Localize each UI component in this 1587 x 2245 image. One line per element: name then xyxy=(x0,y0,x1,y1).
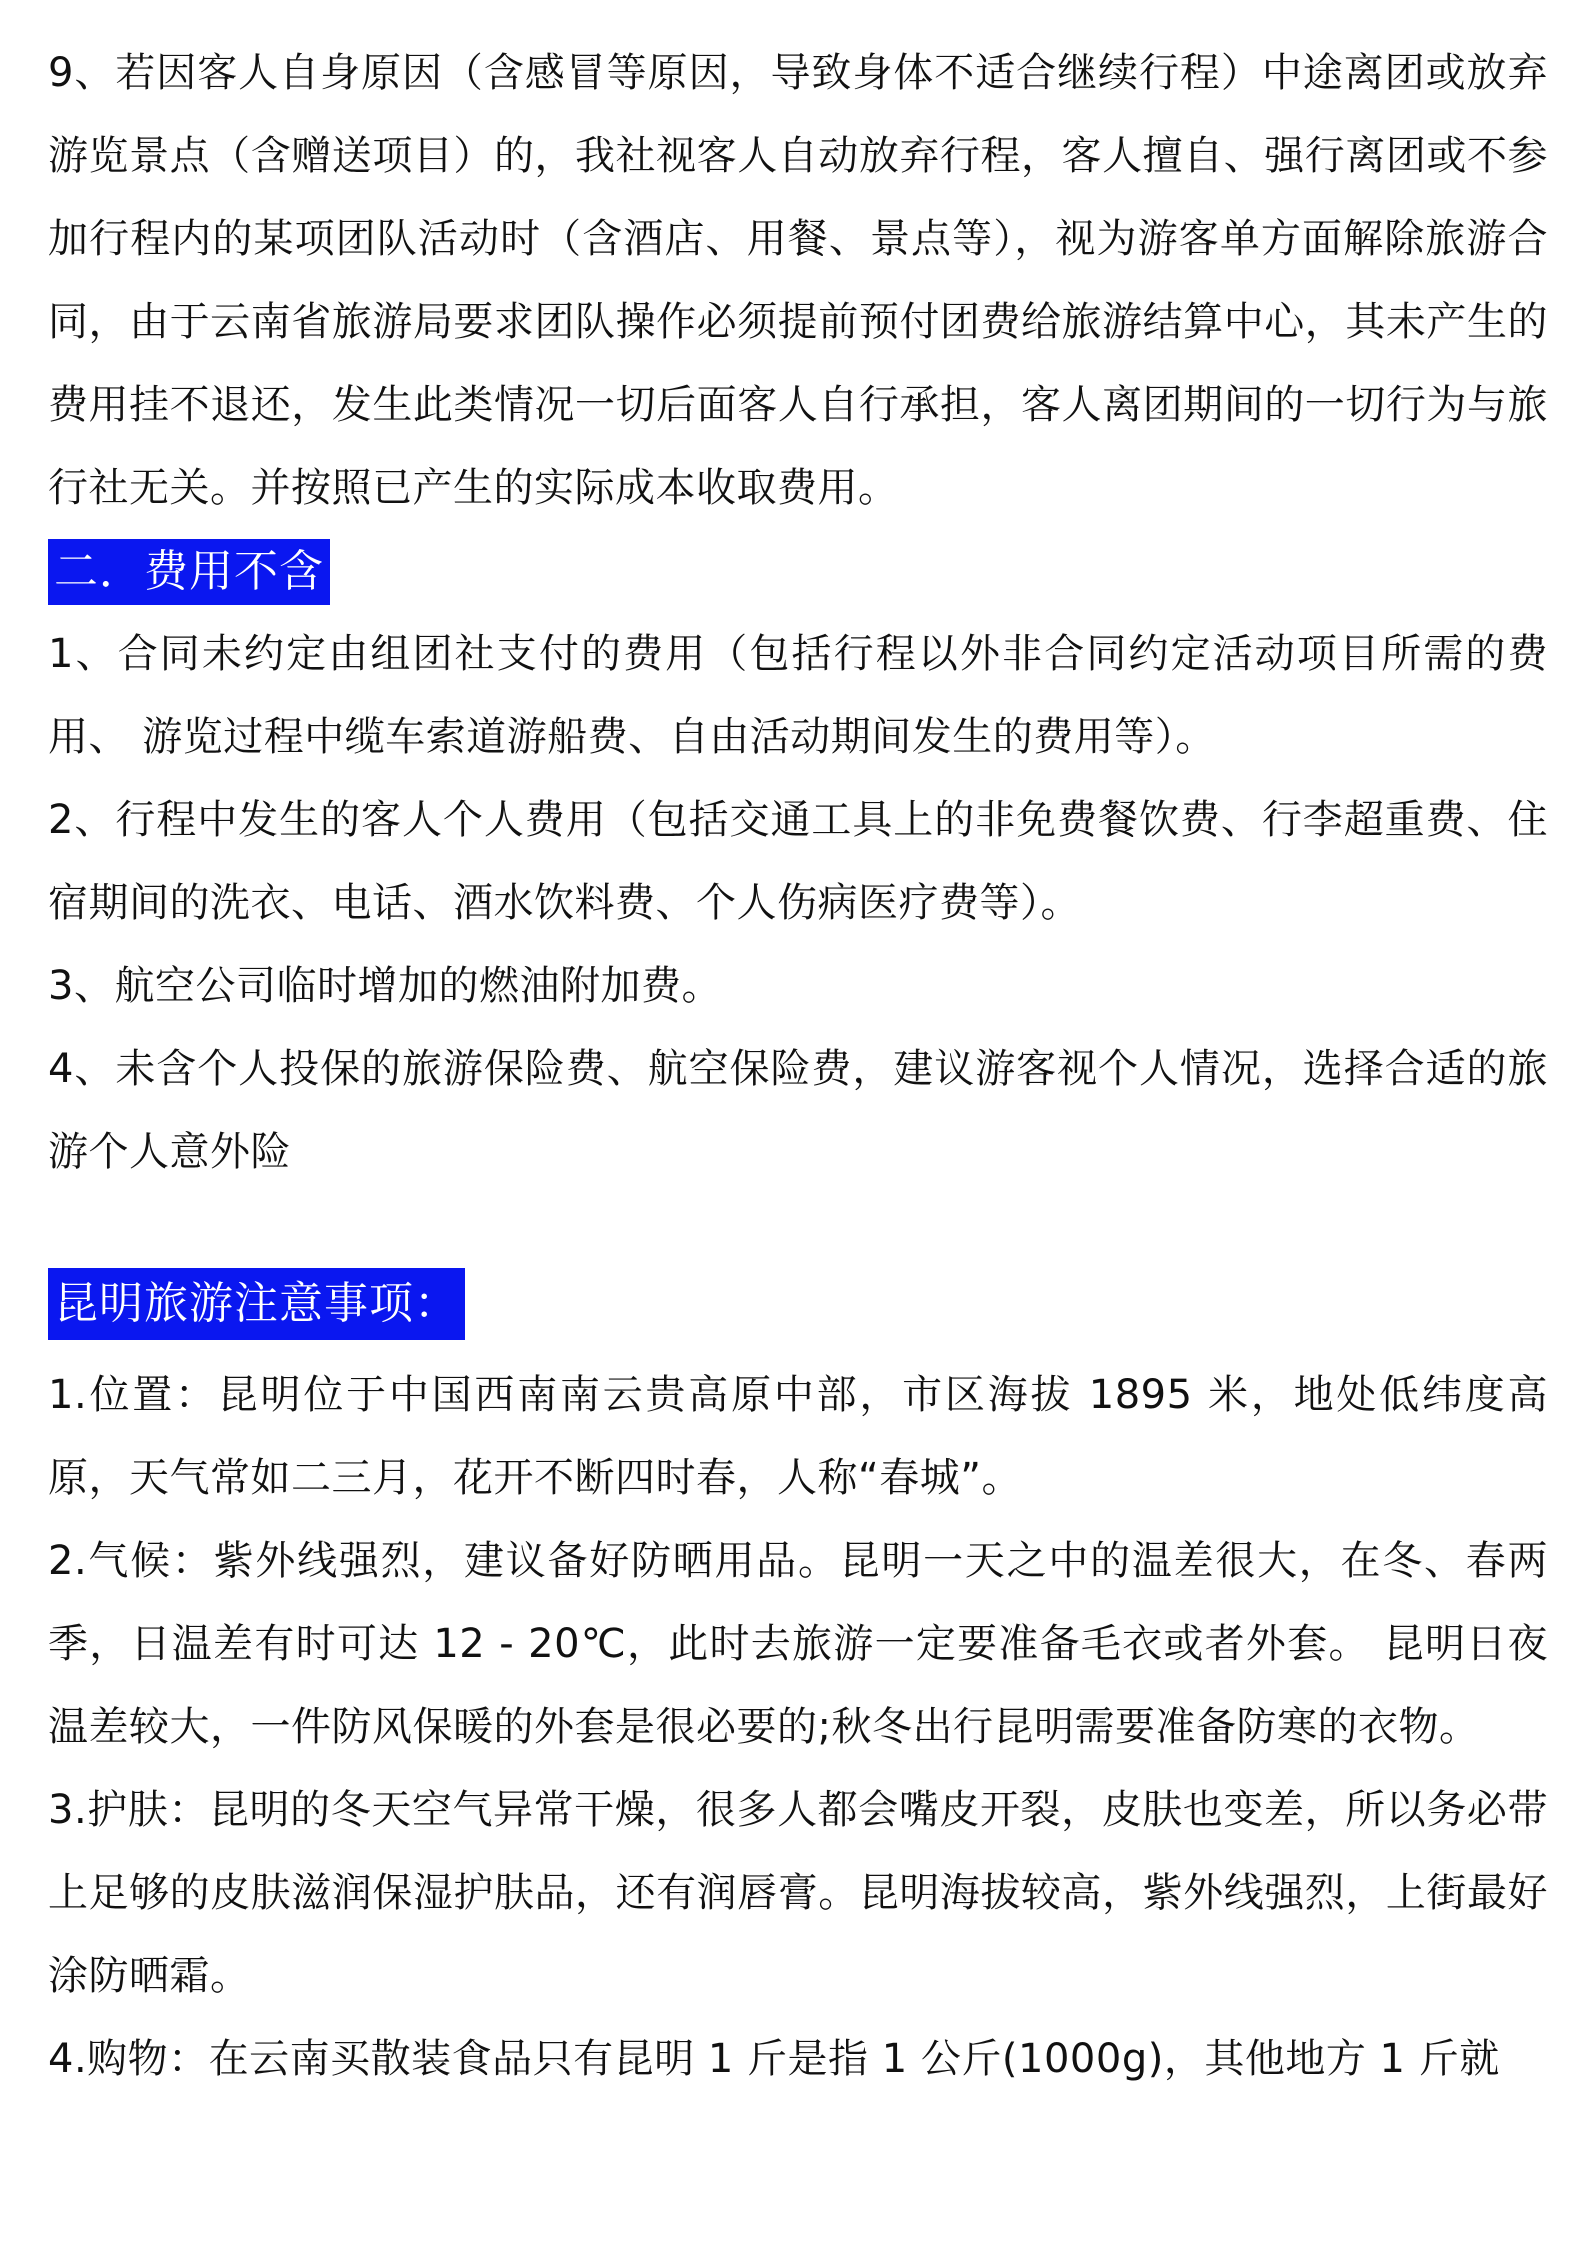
excluded-item-2: 2、行程中发生的客人个人费用（包括交通工具上的非免费餐饮费、行李超重费、住 宿期间的洗衣、电话、酒水饮料费、个人伤病医疗费等）。 xyxy=(48,797,1548,926)
section-heading-notes-wrap xyxy=(48,1254,1548,1354)
document-page xyxy=(48,0,1548,2245)
notes-item-2: 2.气候：紫外线强烈，建议备好防晒用品。昆明一天之中的温差很大，在冬、春两季，日温差有时可达 12 - 20℃，此时去旅游一定要准备毛衣或者外套。 昆明日夜温差较大，一件防风保暖的外套是很必要的;秋冬出行昆明需要准备防寒的衣物。 xyxy=(48,1538,1548,1750)
notes-item-4: 4.购物：在云南买散装食品只有昆明 1 斤是指 1 公斤(1000g)，其他地方 1 斤就 xyxy=(48,2036,1500,2082)
notes-item-1: 1.位置：昆明位于中国西南南云贵高原中部，市区海拔 1895 米，地处低纬度高原，天气常如二三月，花开不断四时春，人称“春城”。 xyxy=(48,1372,1548,1501)
excluded-item-3: 3、航空公司临时增加的燃油附加费。 xyxy=(48,963,722,1009)
section-heading-excluded: 二．费用不含 xyxy=(48,539,330,605)
paragraph-item-9: 9、若因客人自身原因（含感冒等原因，导致身体不适合继续行程）中途离团或放弃游览景点（含赠送项目）的，我社视客人自动放弃行程，客人擅自、强行离团或不参加行程内的某项团队活动时（含酒店、用餐、景点等），视为游客单方面解除旅游合同，由于云南省旅游局要求团队操作必须提前预付团费给旅游结算中心，其未产生的费用挂不退还，发生此类情况一切后面客人自行承担，客人离团期间的一切行为与旅行社无关。并按照已产生的实际成本收取费用。 xyxy=(48,50,1548,511)
section-heading-notes: 昆明旅游注意事项： xyxy=(48,1268,465,1340)
section-spacer xyxy=(48,1194,1548,1254)
excluded-item-4: 4、未含个人投保的旅游保险费、航空保险费，建议游客视个人情况，选择合适的旅 游个人意外险 xyxy=(48,1046,1548,1175)
notes-item-3: 3.护肤：昆明的冬天空气异常干燥，很多人都会嘴皮开裂，皮肤也变差，所以务必带上足够的皮肤滋润保湿护肤品，还有润唇膏。昆明海拔较高，紫外线强烈，上街最好涂防晒霜。 xyxy=(48,1787,1548,1999)
excluded-item-1: 1、合同未约定由组团社支付的费用（包括行程以外非合同约定活动项目所需的费用、 游览过程中缆车索道游船费、自由活动期间发生的费用等）。 xyxy=(48,631,1548,760)
section-heading-excluded-wrap xyxy=(48,530,1548,613)
